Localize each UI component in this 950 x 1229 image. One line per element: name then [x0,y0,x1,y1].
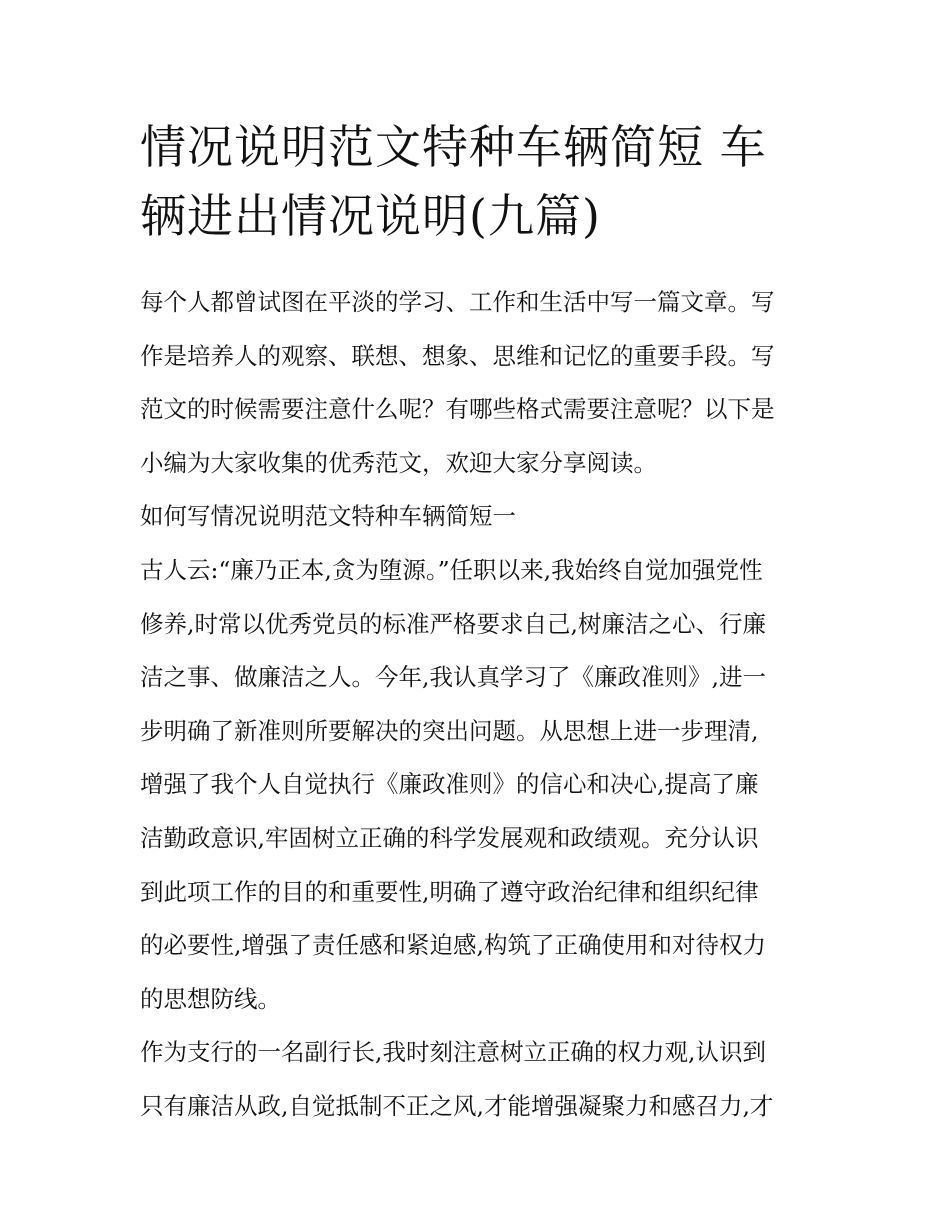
section-heading-text: 如何写情况说明范文特种车辆简短一 [140,502,516,531]
intro-line: 范文的时候需要注意什么呢？有哪些格式需要注意呢？以下是 [140,395,775,424]
title-line-1: 情况说明范文特种车辆简短 车 [140,120,767,174]
paragraph-line: 洁之事、做廉洁之人。今年,我认真学习了《廉政准则》,进一 [140,663,766,692]
paragraph-line: 的必要性,增强了责任感和紧迫感,构筑了正确使用和对待权力 [140,931,766,960]
intro-line: 每个人都曾试图在平淡的学习、工作和生活中写一篇文章。写 [140,288,775,316]
paragraph-line: 到此项工作的目的和重要性,明确了遵守政治纪律和组织纪律 [140,877,759,906]
intro-line: 小编为大家收集的优秀范文，欢迎大家分享阅读。 [140,448,657,477]
paragraph-line: 洁勤政意识,牢固树立正确的科学发展观和政绩观。充分认识 [140,823,759,852]
paragraph-line: 只有廉洁从政,自觉抵制不正之风,才能增强凝聚力和感召力,才 [140,1091,774,1120]
paragraph-line: 步明确了新准则所要解决的突出问题。从思想上进一步理清, [140,716,759,745]
document-body [140,276,812,1134]
paragraph-line: 作为支行的一名副行长,我时刻注意树立正确的权力观,认识到 [140,1038,766,1067]
body-paragraph-1 [140,544,812,1026]
document-title [140,113,812,251]
intro-paragraph [140,276,812,490]
paragraph-line: 修养,时常以优秀党员的标准严格要求自己,树廉洁之心、行廉 [140,609,766,638]
title-line-2: 辆进出情况说明(九篇) [140,189,601,243]
paragraph-line: 增强了我个人自觉执行《廉政准则》的信心和决心,提高了廉 [140,770,759,799]
section-heading [140,490,812,544]
paragraph-line: 的思想防线。 [140,984,281,1013]
paragraph-line: 古人云:“廉乃正本,贪为堕源。”任职以来,我始终自觉加强党性 [140,555,763,584]
body-paragraph-2 [140,1026,812,1133]
intro-line: 作是培养人的观察、联想、想象、思维和记忆的重要手段。写 [140,341,775,370]
